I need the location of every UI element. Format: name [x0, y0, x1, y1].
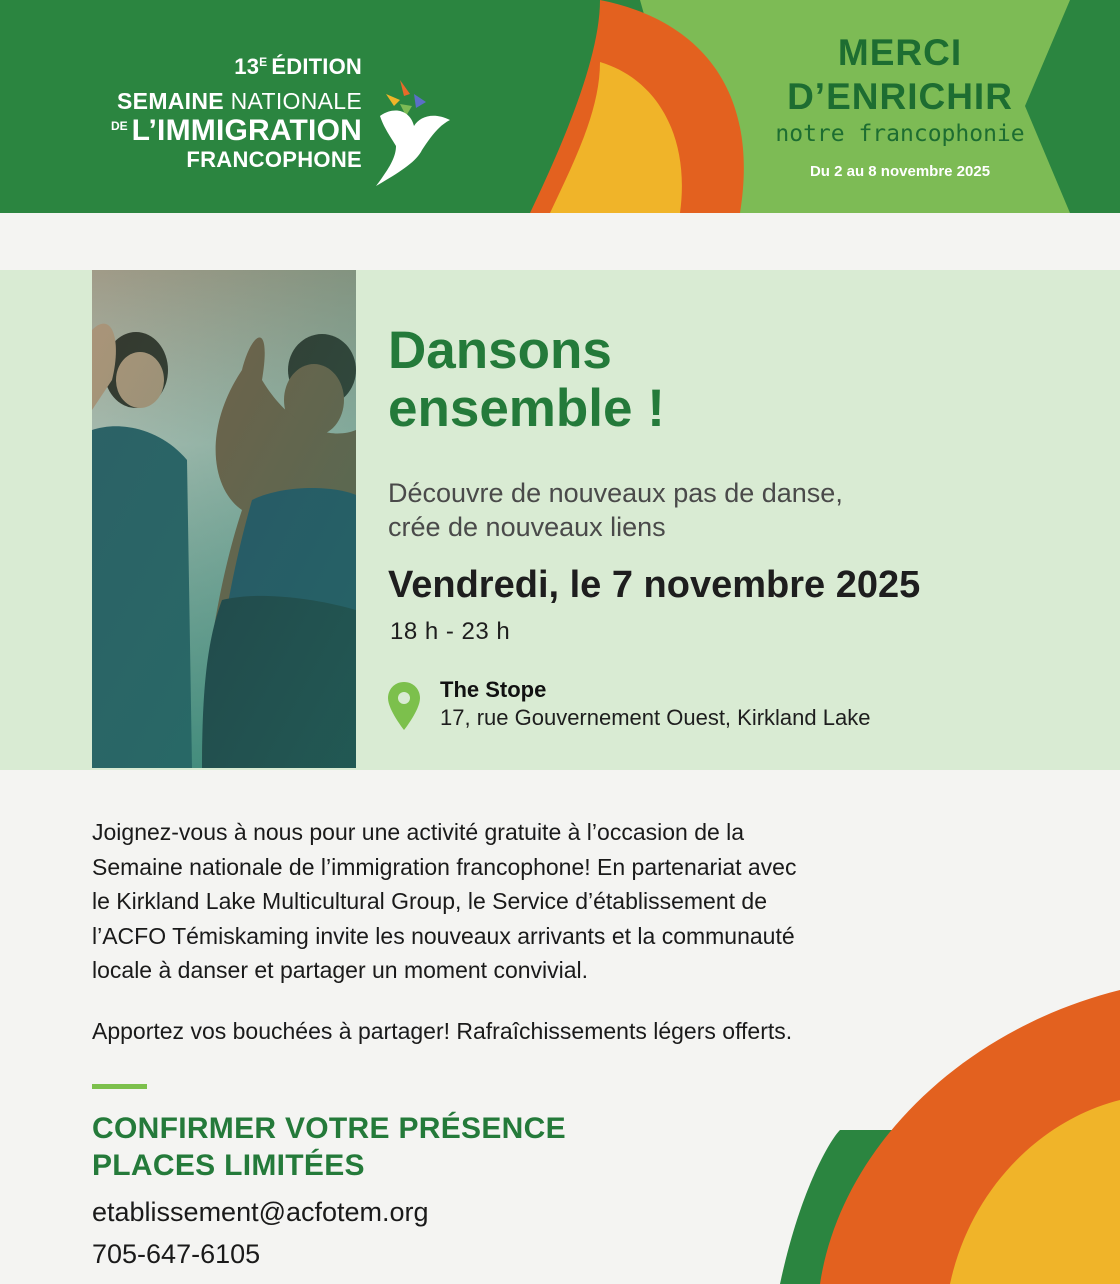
- event-subtitle: Découvre de nouveaux pas de danse, crée de nouveaux liens: [388, 478, 843, 542]
- description-paragraph: Joignez-vous à nous pour une activité gratuite à l’occasion de la Semaine nationale de l’immigration francophone! En partenariat avec le Kirkland Lake Multicultural Group, le Service d’établissement de l’ACFO Témiskaming invite les nouveaux arrivants et la communauté locale à danser et partager un moment convivial.: [92, 819, 797, 983]
- rsvp-heading: CONFIRMER VOTRE PRÉSENCE PLACES LIMITÉES: [92, 1112, 566, 1182]
- venue-address: 17, rue Gouvernement Ouest, Kirkland Lake: [440, 705, 871, 730]
- event-time: 18 h - 23 h: [390, 618, 511, 645]
- divider: [92, 1084, 147, 1089]
- map-pin-icon: [386, 680, 422, 732]
- edition-label: $13^E$ ÉDITION: [234, 54, 362, 79]
- header-banner: [0, 0, 1120, 213]
- decorative-arcs: [760, 990, 1120, 1284]
- tagline-line1: MERCI: [837, 32, 963, 73]
- tagline-line2: D’ENRICHIR: [787, 76, 1013, 117]
- event-series-title-line2: $^{DE}$ L’IMMIGRATION: [110, 114, 362, 147]
- tagline-line3: notre francophonie: [775, 121, 1025, 147]
- banner-dates: Du 2 au 8 novembre 2025: [809, 163, 991, 180]
- dancers-photo: [92, 270, 356, 768]
- dove-hands-icon: [370, 76, 454, 188]
- contact-email[interactable]: etablissement@acfotem.org: [92, 1197, 429, 1227]
- event-series-title-line3: FRANCOPHONE: [186, 147, 362, 172]
- event-series-title-line1: SEMAINE NATIONALE: [117, 88, 362, 114]
- venue-name: The Stope: [440, 677, 547, 702]
- refreshments-note: Apportez vos bouchées à partager! Rafraîchissements légers offerts.: [92, 1018, 793, 1044]
- event-title: Dansons ensemble !: [388, 321, 665, 438]
- event-date: Vendredi, le 7 novembre 2025: [388, 564, 921, 606]
- contact-phone[interactable]: 705-647-6105: [92, 1239, 261, 1269]
